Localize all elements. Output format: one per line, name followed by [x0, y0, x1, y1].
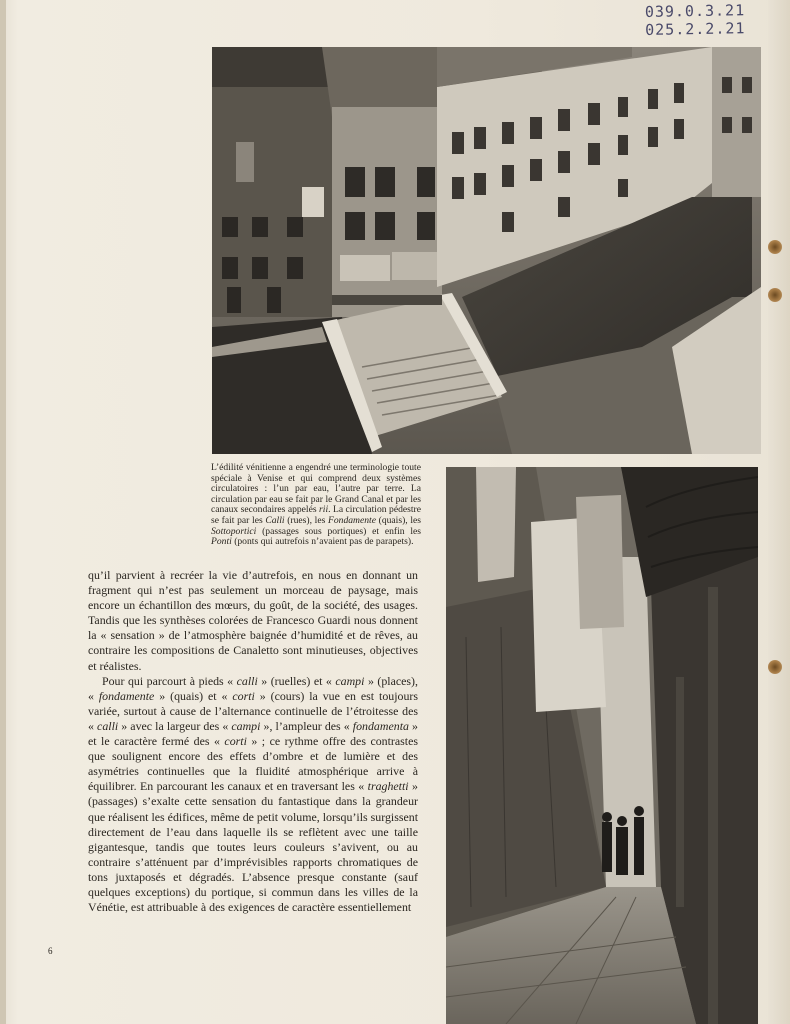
body-paragraph-2: Pour qui parcourt à pieds « calli » (ruelles) et « campi » (places), « fondamente » (quais) et « corti » (cours) la vue en est toujours variée, surtout à cause de l’alternance continuelle de l’étroitesse des « calli » avec la largeur des « campi », l’ampleur des « fondamenta » et le caractère fermé des « corti » ; ce rythme offre des contrastes que soulignent encore des effets d’ombre et de lumière et des asymétries continuelles que la fluidité atmosphérique arrive à équilibrer. En parcourant les canaux et en traversant les « traghetti » (passages) s’exalte cette sensation du fantastique dans la grandeur que réalisent les édifices, même de petit volume, lorsqu’ils surgissent directement de l’eau dans laquelle ils se reflètent avec une taille gigantesque, tandis que toutes leurs couleurs s’avivent, ou au contraire s’atténuent par d’imprévisibles rapports chromatiques de tons juxtaposés et dégradés. L’absence presque constante (sauf quelques exceptions) du portique, si commun dans les villes de la Vénétie, est attribuable à des exigences de caractère essentiellement [88, 673, 418, 915]
page-right-edge [768, 0, 790, 1024]
photo-canal-bridge [212, 47, 761, 454]
page-number: 6 [48, 946, 53, 956]
binding-hole-1 [768, 240, 782, 254]
binding-hole-2 [768, 288, 782, 302]
archive-stamp [645, 1, 756, 39]
archive-number-1: 039.0.3.21 [644, 1, 746, 21]
archive-number-2: 025.2.2.21 [645, 19, 746, 39]
caption-paragraph: L’édilité vénitienne a engendré une terminologie toute spéciale à Venise et qui comprend deux systèmes circulatoires : l’un par eau, l’autre par terre. La circulation par eau se fait par le Grand Canal et par les canaux secondaires appelés rii. La circulation pédestre se fait par les Calli (rues), les Fondamente (quais), les Sottoportici (passages sous portiques) et enfin les Ponti (ponts qui autrefois n’avaient pas de parapets). [211, 462, 421, 548]
article-body [88, 568, 418, 915]
photo-caption [211, 463, 421, 548]
narrow-street-illustration [446, 467, 758, 1024]
canal-bridge-illustration [212, 47, 761, 454]
binding-hole-3 [768, 660, 782, 674]
binding-edge [0, 0, 6, 1024]
photo-narrow-street [446, 467, 758, 1024]
body-paragraph-1: qu’il parvient à recréer la vie d’autrefois, en nous en donnant un fragment qui n’est pas seulement un morceau de paysage, mais encore un échantillon des mœurs, du goût, de la société, des usages. Tandis que les synthèses colorées de Francesco Guardi nous donnent la « sensation » de l’atmosphère baignée d’humidité et de rêves, au contraire les compositions de Canaletto sont minutieuses, objectives et réalistes. [88, 568, 418, 673]
